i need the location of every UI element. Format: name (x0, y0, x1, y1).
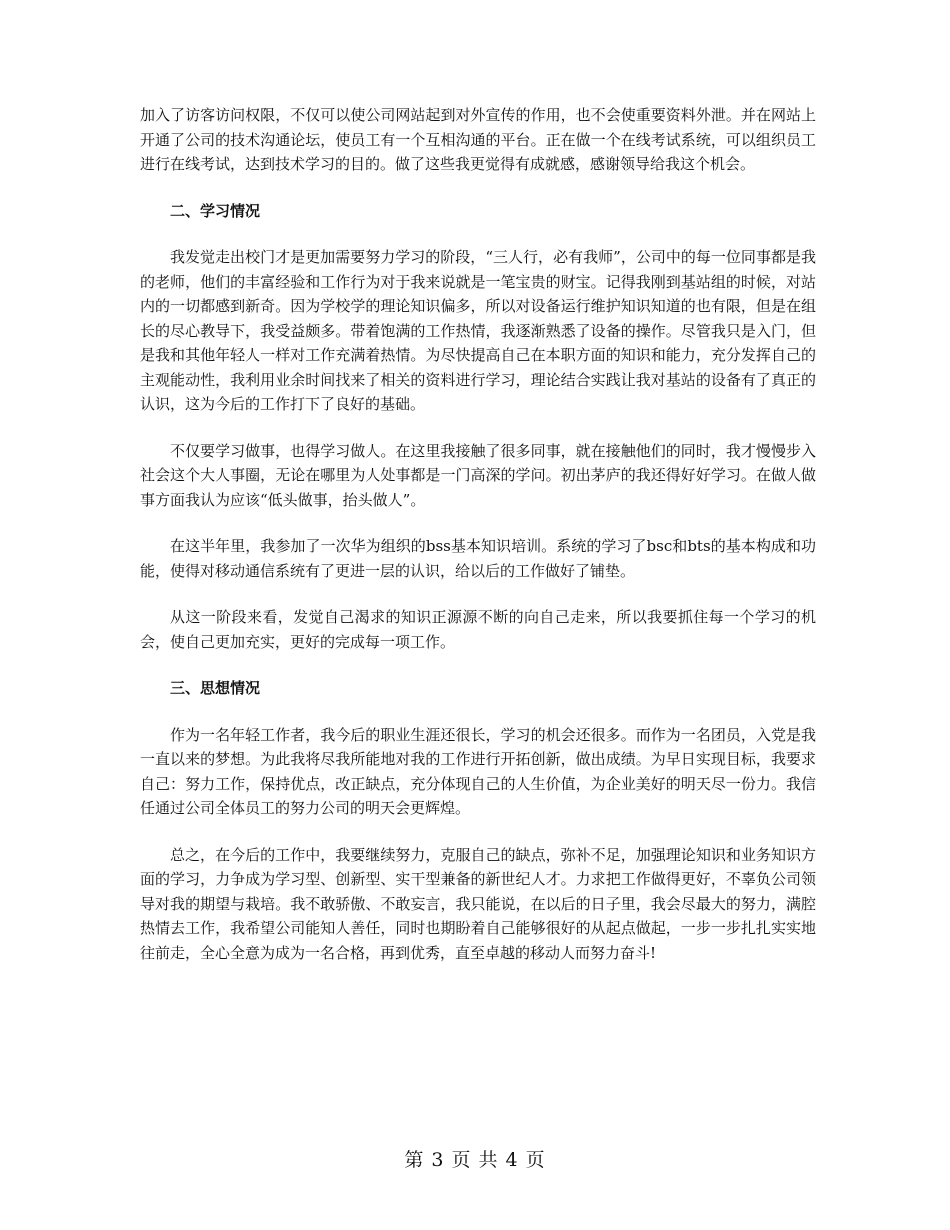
paragraph-continued: 加入了访客访问权限，不仅可以使公司网站起到对外宣传的作用，也不会使重要资料外泄。并在网站上开通了公司的技术沟通论坛，使员工有一个互相沟通的平台。正在做一个在线考试系统，可以组织员工进行在线考试，达到技术学习的目的。做了这些我更觉得有成就感，感谢领导给我这个机会。 (140, 106, 816, 173)
paragraph-study-2: 不仅要学习做事，也得学习做人。在这里我接触了很多同事，就在接触他们的同时，我才慢慢步入社会这个大人事圈，无论在哪里为人处事都是一门高深的学问。初出茅庐的我还得好好学习。在做人做事方面我认为应该“低头做事，抬头做人”。 (140, 441, 816, 509)
paragraph-study-1: 我发觉走出校门才是更加需要努力学习的阶段，“三人行，必有我师”，公司中的每一位同事都是我的老师，他们的丰富经验和工作行为对于我来说就是一笔宝贵的财宝。记得我刚到基站组的时候，对站内的一切都感到新奇。因为学校学的理论知识偏多，所以对设备运行维护知识知道的也有限，但是在组长的尽心教导下，我受益颇多。带着饱满的工作热情，我逐渐熟悉了设备的操作。尽管我只是入门，但是我和其他年轻人一样对工作充满着热情。为尽快提高自己在本职方面的知识和能力，充分发挥自己的主观能动性，我利用业余时间找来了相关的资料进行学习，理论结合实践让我对基站的设备有了真正的认识，这为今后的工作打下了良好的基础。 (140, 248, 816, 413)
section-heading-thoughts: 三、思想情况 (170, 679, 261, 697)
paragraph-study-4: 从这一阶段来看，发觉自己渴求的知识正源源不断的向自己走来，所以我要抓住每一个学习的机会，使自己更加充实，更好的完成每一项工作。 (140, 608, 816, 651)
page-number-footer: 第 3 页 共 4 页 (404, 1149, 546, 1171)
document-body (140, 103, 816, 965)
section-heading-study: 二、学习情况 (170, 201, 261, 220)
paragraph-thoughts-2: 总之，在今后的工作中，我要继续努力，克服自己的缺点，弥补不足，加强理论知识和业务知识方面的学习，力争成为学习型、创新型、实干型兼备的新世纪人才。力求把工作做得更好，不辜负公司领导对我的期望与栽培。我不敢骄傲、不敢妄言，我只能说，在以后的日子里，我会尽最大的努力，满腔热情去工作，我希望公司能知人善任，同时也期盼着自己能够很好的从起点做起，一步一步扎扎实实地往前走，全心全意为成为一名合格，再到优秀，直至卓越的移动人而努力奋斗! (140, 845, 816, 962)
paragraph-thoughts-1: 作为一名年轻工作者，我今后的职业生涯还很长，学习的机会还很多。而作为一名团员，入党是我一直以来的梦想。为此我将尽我所能地对我的工作进行开拓创新，做出成绩。为早日实现目标，我要求自己：努力工作，保持优点，改正缺点，充分体现自己的人生价值，为企业美好的明天尽一份力。我信任通过公司全体员工的努力公司的明天会更辉煌。 (140, 725, 816, 817)
paragraph-study-3: 在这半年里，我参加了一次华为组织的bss基本知识培训。系统的学习了bsc和bts的基本构成和功能，使得对移动通信系统有了更进一层的认识，给以后的工作做好了铺垫。 (140, 537, 816, 580)
